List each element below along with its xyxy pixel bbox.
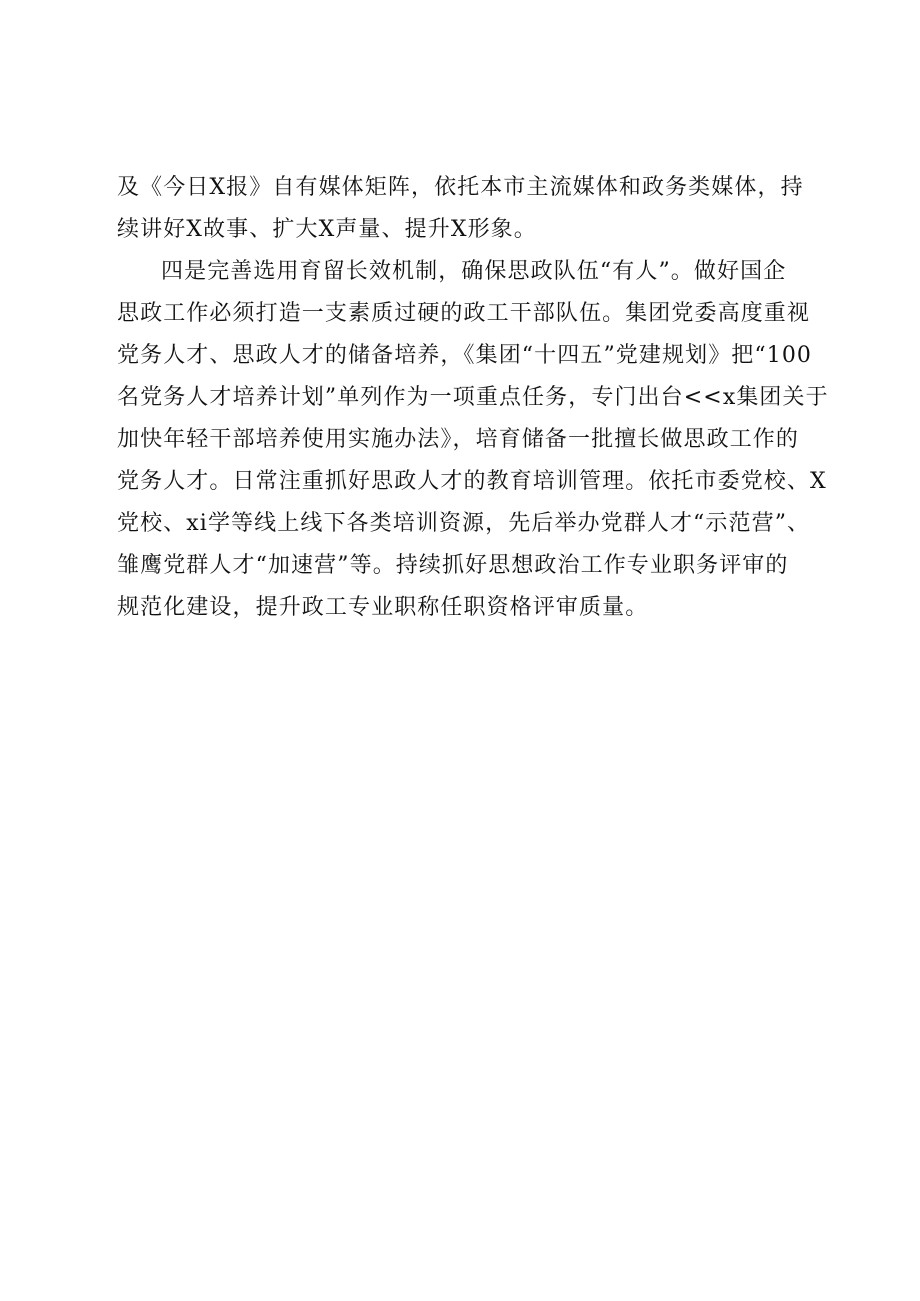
body-text: [117, 167, 827, 629]
text-line: 名党务人才培养计划”单列作为一项重点任务，专门出台<<x集团关于: [117, 385, 829, 410]
paragraph-first-line: 四是完善选用育留长效机制，确保思政队伍“有人”。做好国企: [161, 259, 787, 284]
text-line: 及《今日X报》自有媒体矩阵，依托本市主流媒体和政务类媒体，持: [117, 175, 804, 200]
text-line: 党务人才。日常注重抓好思政人才的教育培训管理。依托市委党校、X: [117, 469, 827, 494]
text-line: 加快年轻干部培养使用实施办法》，培育储备一批擅长做思政工作的: [117, 427, 800, 452]
text-line: 党校、xi学等线上线下各类培训资源，先后举办党群人才“示范营”、: [117, 511, 811, 536]
text-line: 党务人才、思政人才的储备培养，《集团“十四五”党建规划》把“100: [117, 343, 813, 368]
text-line: 思政工作必须打造一支素质过硬的政工干部队伍。集团党委高度重视: [117, 301, 811, 326]
text-line: 续讲好X故事、扩大X声量、提升X形象。: [117, 217, 537, 242]
text-line: 规范化建设，提升政工专业职称任职资格评审质量。: [117, 595, 649, 620]
text-line: 雏鹰党群人才“加速营”等。持续抓好思想政治工作专业职务评审的: [117, 553, 789, 578]
